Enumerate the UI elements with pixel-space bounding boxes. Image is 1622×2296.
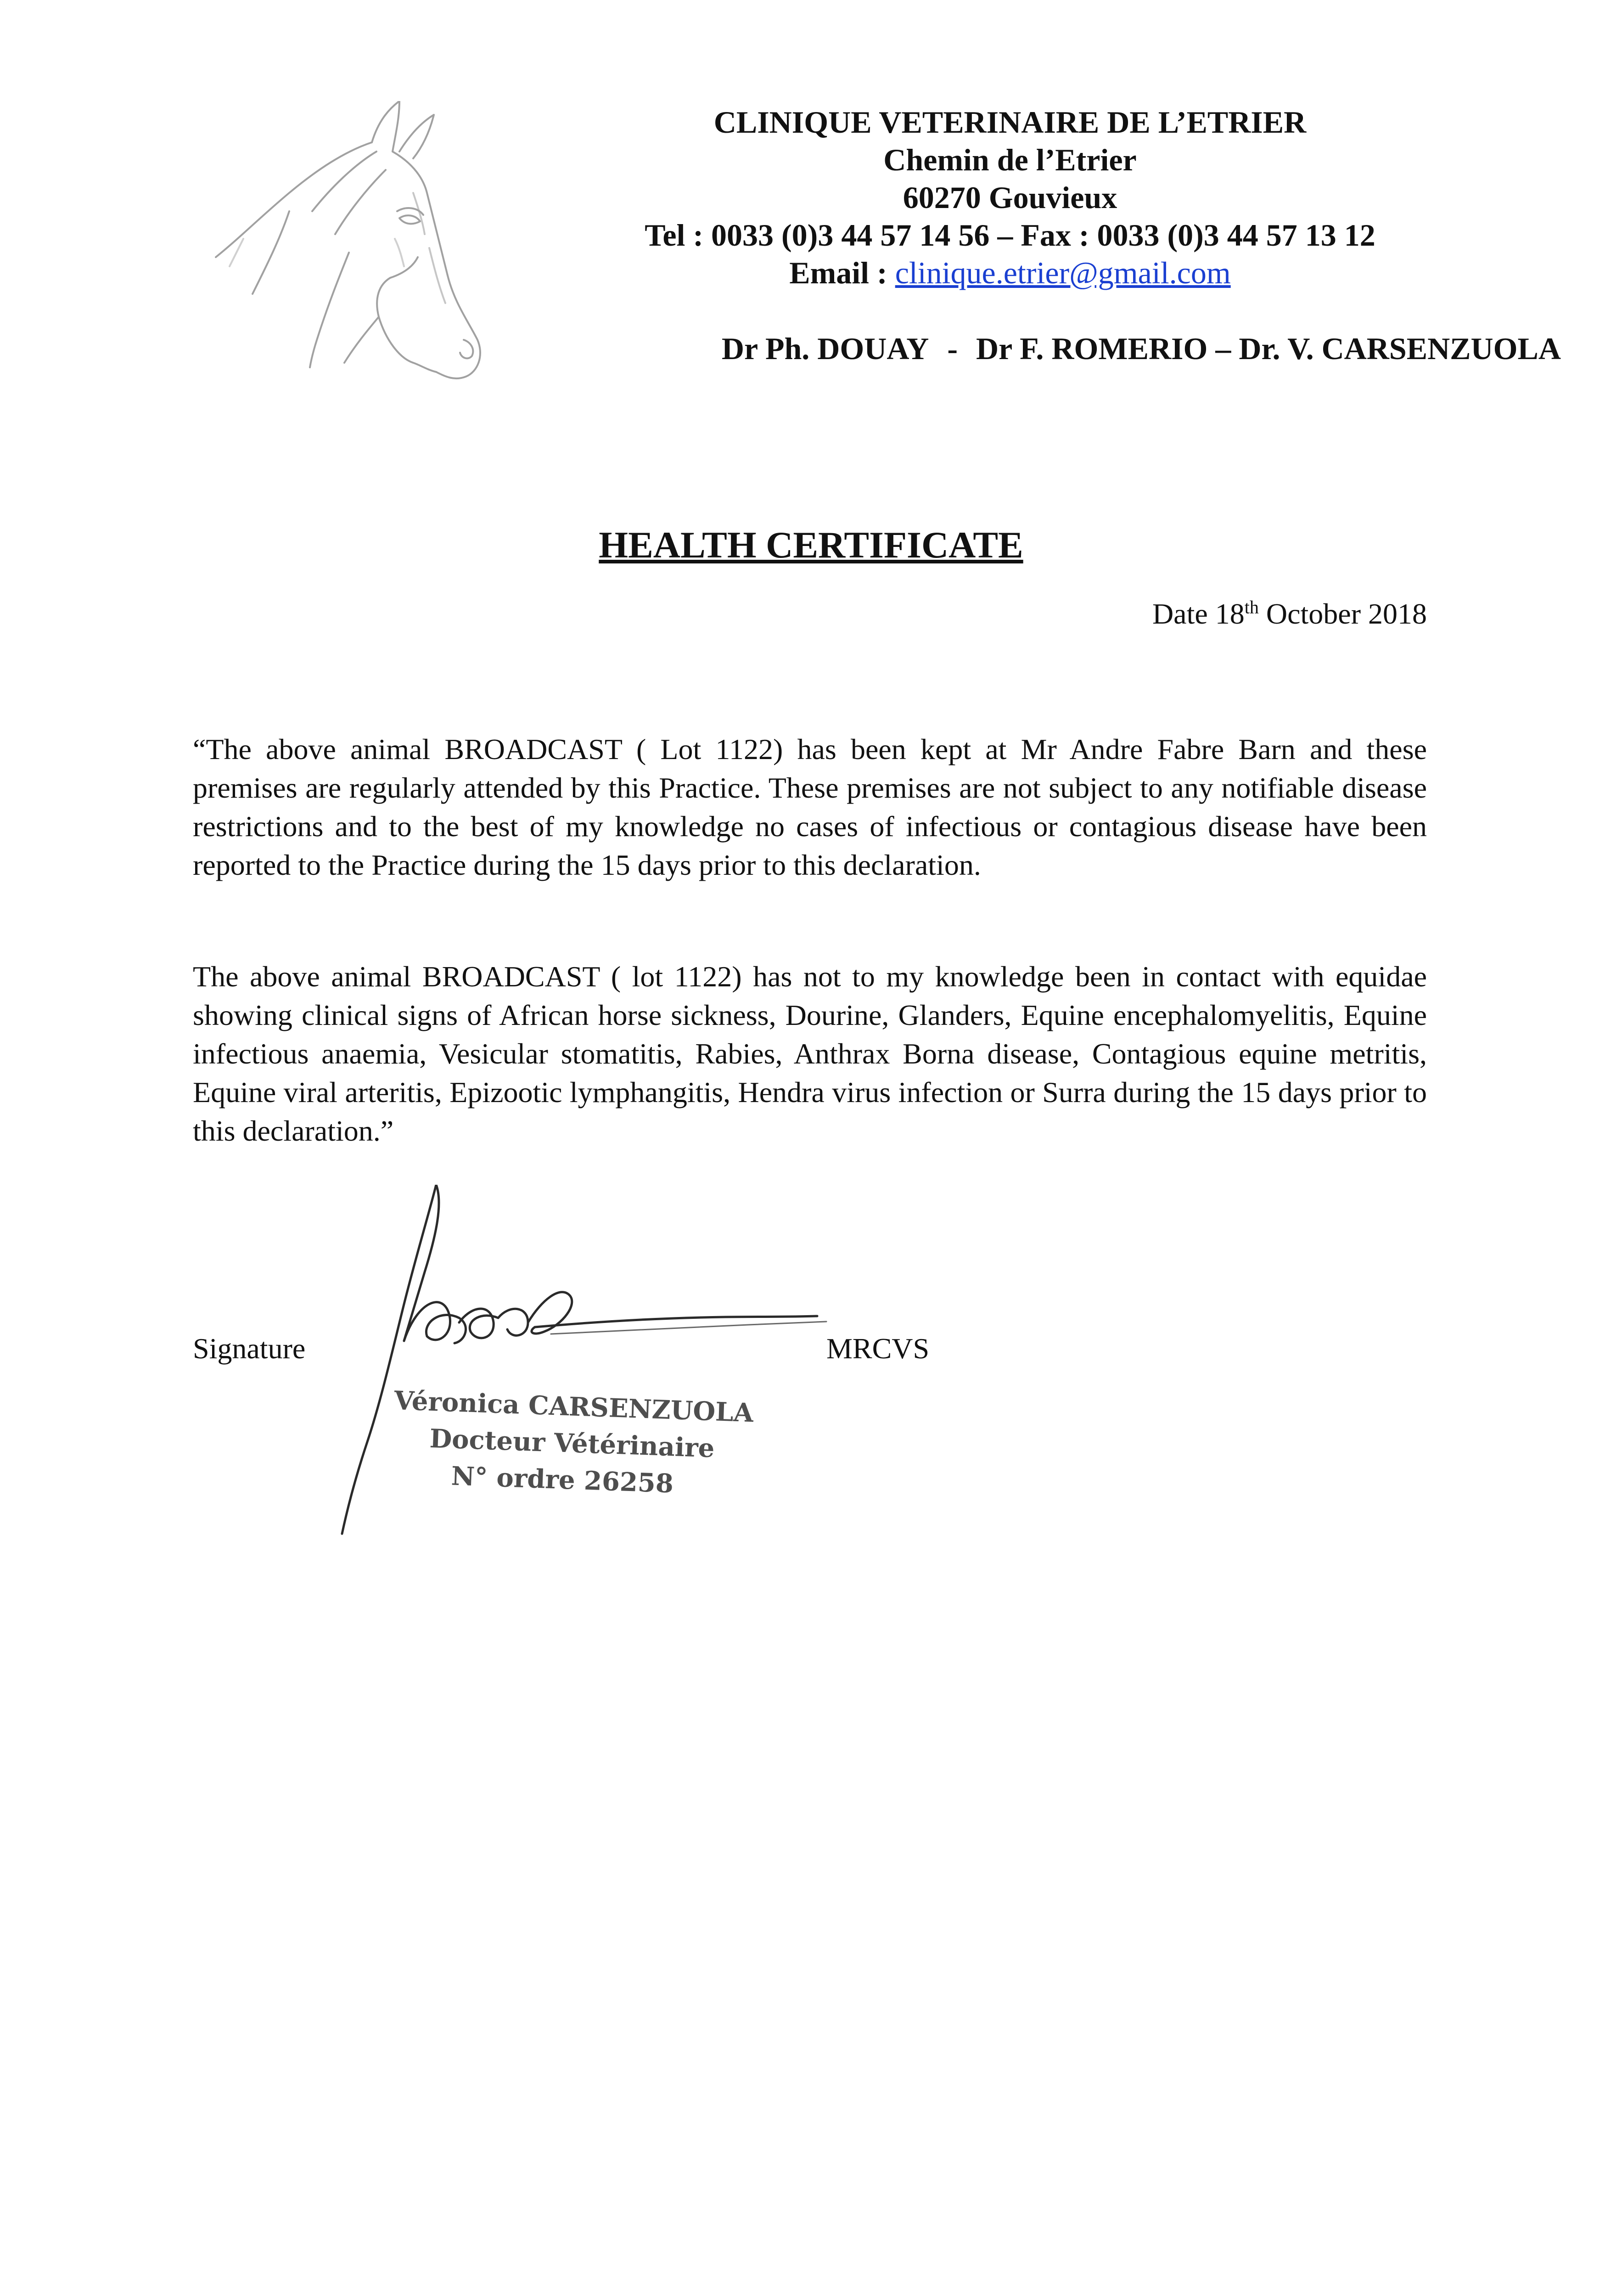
doctor-romerio: Dr F. ROMERIO — [976, 331, 1208, 366]
doctor-separator-2: – — [1215, 331, 1231, 366]
clinic-phone-fax: Tel : 0033 (0)3 44 57 14 56 – Fax : 0033 (0)3 44 57 13 12 — [645, 218, 1375, 253]
doctor-carsenzuola: Dr. V. CARSENZUOLA — [1239, 331, 1561, 366]
stamp-role: Docteur Vétérinaire — [429, 1423, 715, 1464]
declaration-paragraph-1: “The above animal BROADCAST ( Lot 1122) has been kept at Mr Andre Fabre Barn and these premises are regularly attended by this Practice. These premises are not subject to any notifiable disease restrictions and to the best of my knowledge no cases of infectious or contagious disease have been reported to the Practice during the 15 days prior to this declaration. — [193, 733, 1427, 881]
clinic-street: Chemin de l’Etrier — [883, 142, 1137, 177]
email-link[interactable]: clinique.etrier@gmail.com — [895, 255, 1231, 290]
clinic-city: 60270 Gouvieux — [903, 180, 1117, 215]
clinic-header — [528, 103, 1492, 292]
date-rest: October 2018 — [1258, 597, 1427, 630]
date-ordinal: th — [1244, 597, 1259, 618]
certificate-title — [0, 523, 1622, 567]
declaration-paragraph-2: The above animal BROADCAST ( lot 1122) has not to my knowledge been in contact with equidae showing clinical signs of African horse sickness, Dourine, Glanders, Equine encephalomyelitis, Equine infectious anaemia, Vesicular stomatitis, Rabies, Anthrax Borna disease, Contagious equine metritis, Equine viral arteritis, Epizootic lymphangitis, Hendra virus infection or Surra during the 15 days prior to this declaration.” — [193, 960, 1427, 1147]
doctor-separator-1: - — [947, 331, 958, 366]
clinic-name: CLINIQUE VETERINAIRE DE L’ETRIER — [713, 105, 1307, 140]
stamp-order-number: N° ordre 26258 — [450, 1461, 674, 1499]
email-label: Email : — [789, 255, 887, 290]
stamp-name: Véronica CARSENZUOLA — [393, 1385, 754, 1429]
certificate-title-text: HEALTH CERTIFICATE — [599, 524, 1023, 566]
doctors-line — [459, 331, 1561, 367]
clinic-email-line — [528, 254, 1492, 292]
veterinarian-stamp — [391, 1382, 808, 1507]
certificate-date — [918, 597, 1427, 631]
signature-suffix: MRCVS — [826, 1332, 930, 1365]
date-prefix: Date 18 — [1152, 597, 1245, 630]
doctor-douay: Dr Ph. DOUAY — [721, 331, 929, 366]
signature-label: Signature — [193, 1332, 306, 1365]
horse-head-logo — [197, 101, 500, 404]
